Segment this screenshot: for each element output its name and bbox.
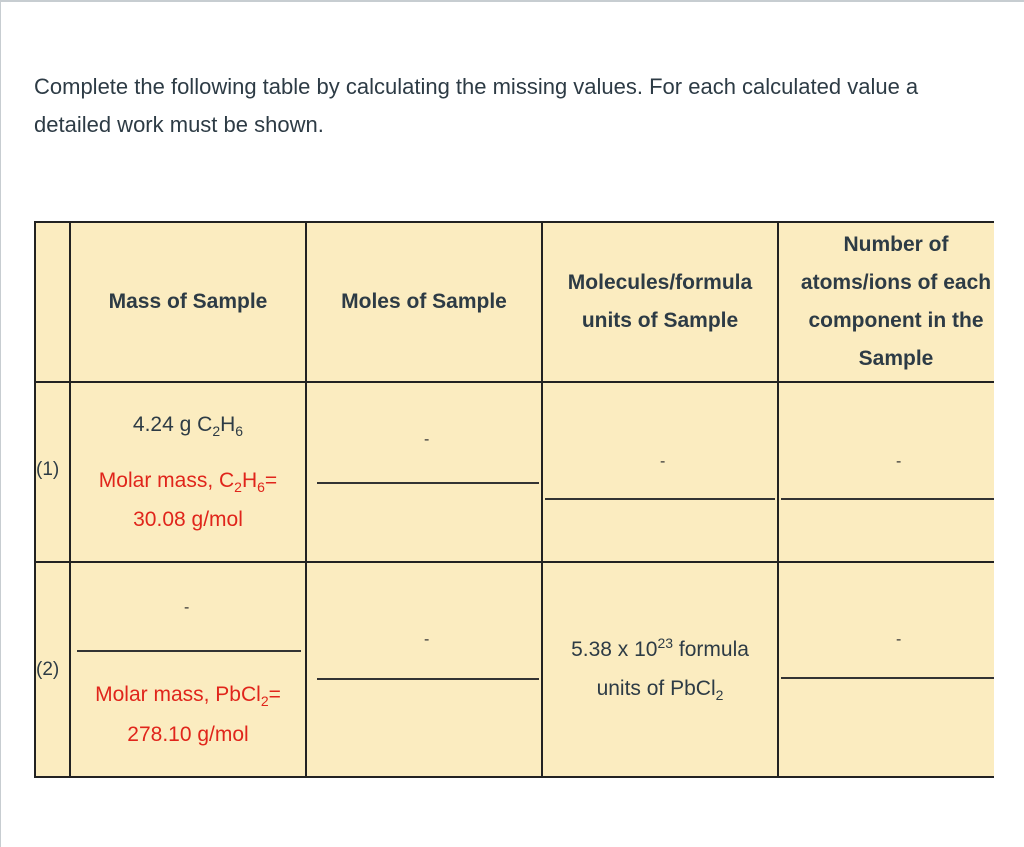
header-mass-cell [71,223,305,381]
table-border-left [34,221,36,778]
row1-mass-given: 4.24 g $C_2H_6$ [132,413,244,440]
row-label-2: (2) [36,659,60,680]
header-molecules-line2: units of Sample [581,309,739,332]
header-molecules-line1: Molecules/formula [567,271,753,294]
row2-molecules-given-line2: units of PbCl$_2$ [596,677,724,704]
page-top-border [0,0,1024,2]
row1-atoms-blank: - [896,453,902,470]
row1-molecules-blank: - [660,453,666,470]
header-atoms-line3: component in the [808,309,984,332]
page-left-border [0,0,1,847]
question-prompt: Complete the following table by calculating the missing values. For each calculated value a detailed work must be shown. [34,74,919,137]
header-atoms-line4: Sample [858,347,934,370]
header-moles: Moles of Sample [341,290,507,313]
row2-moles-blank: - [424,631,430,648]
row2-mass-blank: - [184,599,190,616]
header-atoms-line1: Number of [843,233,949,256]
row1-moles-blank: - [424,431,430,448]
row1-atoms-answer-line[interactable] [781,498,994,500]
row-label-1: (1) [36,459,60,480]
row1-moles-answer-line[interactable] [317,482,539,484]
header-mass: Mass of Sample [108,290,268,313]
row2-atoms-answer-line[interactable] [781,677,994,679]
header-moles-cell [307,223,541,381]
header-atoms-line2: atoms/ions of each [800,271,992,294]
row2-molecules-given-line1: 5.38 x $10^{23}$ formula [571,635,749,661]
table-border-bottom [34,776,994,778]
row1-molar-mass-label: Molar mass, $C_2H_6=$ [98,469,278,496]
row2-atoms-blank: - [896,631,902,648]
header-molecules-cell [543,223,777,381]
row2-molar-mass-label: Molar mass, PbCl$_2$= [95,683,281,710]
row2-molar-mass-value: 278.10 g/mol [127,723,249,746]
row2-mass-answer-line[interactable] [77,650,301,652]
row1-molar-mass-value: 30.08 g/mol [133,508,243,531]
header-atoms-cell [779,223,994,381]
table-row-divider [34,381,994,383]
row2-moles-answer-line[interactable] [317,678,539,680]
row1-molecules-answer-line[interactable] [545,498,775,500]
table-row-divider [34,561,994,563]
data-table [34,221,994,778]
